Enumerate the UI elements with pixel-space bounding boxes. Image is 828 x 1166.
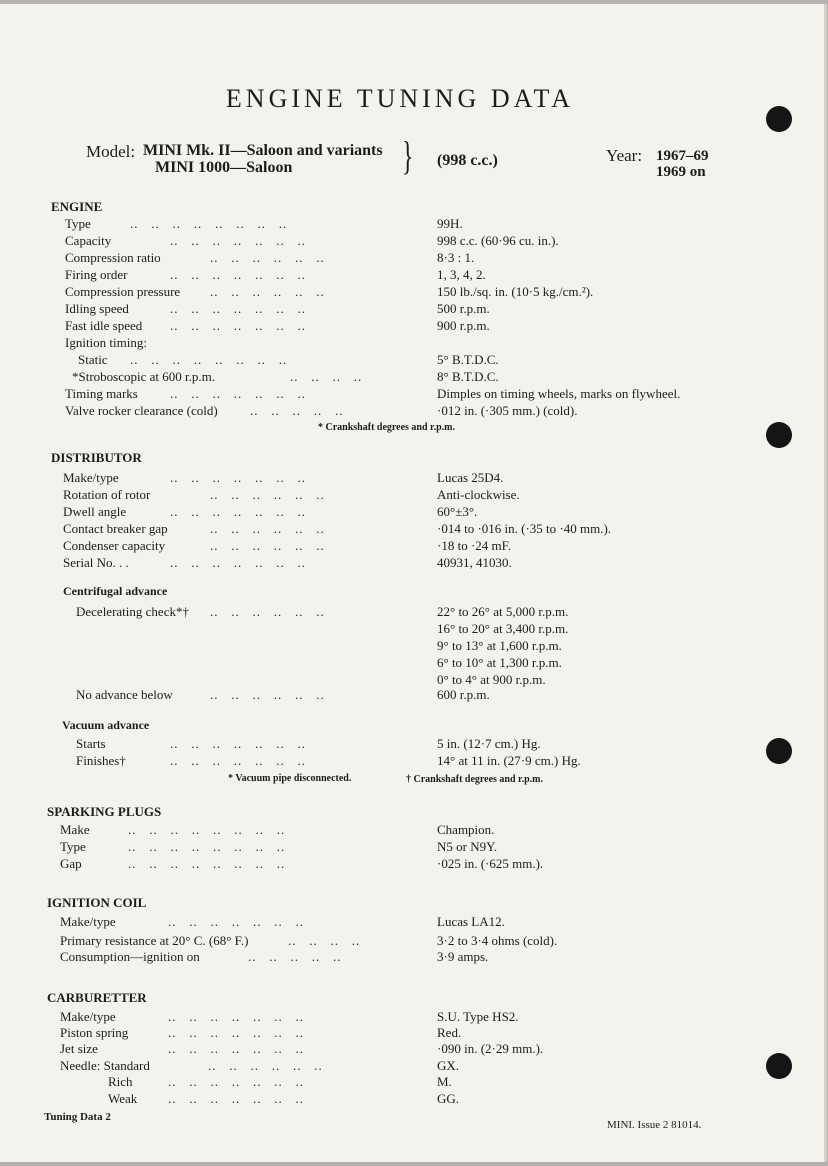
- engine-heading: ENGINE: [51, 199, 103, 214]
- centrifugal-row: Decelerating check*† .. .. .. .. .. .. 22° to 26° at 5,000 r.p.m.: [76, 604, 569, 619]
- binder-hole: [766, 1053, 792, 1079]
- plugs-row: Gap .. .. .. .. .. .. .. .. ·025 in. (·625 mm.).: [60, 856, 544, 871]
- engine-row: Compression ratio .. .. .. .. .. .. 8·3 : 1.: [65, 250, 475, 265]
- distributor-row: Make/type .. .. .. .. .. .. .. Lucas 25D4.: [63, 470, 504, 485]
- carb-row: Piston spring .. .. .. .. .. .. .. Red.: [60, 1025, 462, 1040]
- engine-footnote: * Crankshaft degrees and r.p.m.: [318, 422, 455, 433]
- engine-row: Valve rocker clearance (cold) .. .. .. .. .. ·012 in. (·305 mm.) (cold).: [65, 403, 578, 418]
- coil-row: Consumption—ignition on .. .. .. .. .. 3·9 amps.: [60, 949, 489, 964]
- plugs-row: Type .. .. .. .. .. .. .. .. N5 or N9Y.: [60, 839, 498, 854]
- engine-row: Fast idle speed .. .. .. .. .. .. .. 900 r.p.m.: [65, 318, 490, 333]
- engine-row: Timing marks .. .. .. .. .. .. .. Dimples on timing wheels, marks on flywheel.: [65, 386, 681, 401]
- brace-symbol: }: [401, 133, 414, 178]
- vacuum-row: Starts .. .. .. .. .. .. .. 5 in. (12·7 cm.) Hg.: [76, 736, 541, 751]
- year-line-1: 1967–69: [656, 148, 709, 164]
- vacuum-row: Finishes† .. .. .. .. .. .. .. 14° at 11 in. (27·9 cm.) Hg.: [76, 753, 581, 768]
- centrifugal-heading: Centrifugal advance: [63, 584, 168, 598]
- engine-row: Ignition timing:: [65, 335, 147, 350]
- distributor-row: Contact breaker gap .. .. .. .. .. .. ·014 to ·016 in. (·35 to ·40 mm.).: [63, 521, 612, 536]
- centrifugal-row: No advance below .. .. .. .. .. .. 600 r.p.m.: [76, 687, 490, 702]
- engine-row: Type .. .. .. .. .. .. .. .. 99H.: [65, 216, 463, 231]
- binder-hole: [766, 422, 792, 448]
- engine-row: *Stroboscopic at 600 r.p.m. .. .. .. .. 8° B.T.D.C.: [72, 369, 499, 384]
- distributor-row: Rotation of rotor .. .. .. .. .. .. Anti-clockwise.: [63, 487, 520, 502]
- binder-hole: [766, 106, 792, 132]
- distributor-row: Dwell angle .. .. .. .. .. .. .. 60°±3°.: [63, 504, 478, 519]
- year-label: Year:: [606, 146, 643, 165]
- distributor-heading: DISTRIBUTOR: [51, 450, 142, 465]
- engine-row: Firing order .. .. .. .. .. .. .. 1, 3, 4, 2.: [65, 267, 486, 282]
- coil-heading: IGNITION COIL: [47, 895, 147, 910]
- centrifugal-value: 6° to 10° at 1,300 r.p.m.: [437, 655, 562, 670]
- coil-row: Primary resistance at 20° C. (68° F.) .. .. .. .. 3·2 to 3·4 ohms (cold).: [60, 933, 558, 948]
- footer-left: Tuning Data 2: [44, 1111, 111, 1123]
- model-capacity: (998 c.c.): [437, 152, 498, 169]
- plugs-heading: SPARKING PLUGS: [47, 804, 162, 819]
- vacuum-heading: Vacuum advance: [62, 718, 150, 732]
- carb-row: Rich .. .. .. .. .. .. .. M.: [108, 1074, 452, 1089]
- model-label: Model:: [86, 142, 136, 161]
- carb-row: Jet size .. .. .. .. .. .. .. ·090 in. (2·29 mm.).: [60, 1041, 544, 1056]
- engine-row: Idling speed .. .. .. .. .. .. .. 500 r.p.m.: [65, 301, 490, 316]
- model-line-2: MINI 1000—Saloon: [155, 159, 293, 176]
- carb-heading: CARBURETTER: [47, 990, 147, 1005]
- carb-row: Weak .. .. .. .. .. .. .. GG.: [108, 1091, 460, 1106]
- year-line-2: 1969 on: [656, 164, 706, 180]
- carb-row: Needle: Standard .. .. .. .. .. .. GX.: [60, 1058, 460, 1073]
- distributor-row: Condenser capacity .. .. .. .. .. .. ·18 to ·24 mF.: [63, 538, 512, 553]
- centrifugal-value: 16° to 20° at 3,400 r.p.m.: [437, 621, 569, 636]
- distributor-row: Serial No. . . .. .. .. .. .. .. .. 40931, 41030.: [63, 555, 512, 570]
- centrifugal-value: 9° to 13° at 1,600 r.p.m.: [437, 638, 562, 653]
- document-page: [0, 4, 827, 1162]
- centrifugal-value: 0° to 4° at 900 r.p.m.: [437, 672, 546, 687]
- engine-row: Static .. .. .. .. .. .. .. .. 5° B.T.D.C.: [78, 352, 499, 367]
- carb-row: Make/type .. .. .. .. .. .. .. S.U. Type HS2.: [60, 1009, 519, 1024]
- plugs-row: Make .. .. .. .. .. .. .. .. Champion.: [60, 822, 495, 837]
- coil-row: Make/type .. .. .. .. .. .. .. Lucas LA12.: [60, 914, 505, 929]
- vacuum-footnote: * Vacuum pipe disconnected.: [228, 773, 352, 784]
- engine-row: Capacity .. .. .. .. .. .. .. 998 c.c. (60·96 cu. in.).: [65, 233, 559, 248]
- model-line-1: MINI Mk. II—Saloon and variants: [143, 142, 383, 159]
- page-title: ENGINE TUNING DATA: [225, 84, 575, 113]
- engine-row: Compression pressure .. .. .. .. .. .. 150 lb./sq. in. (10·5 kg./cm.²).: [65, 284, 594, 299]
- crankshaft-footnote: † Crankshaft degrees and r.p.m.: [406, 774, 543, 785]
- footer-right: MINI. Issue 2 81014.: [607, 1119, 702, 1131]
- binder-hole: [766, 738, 792, 764]
